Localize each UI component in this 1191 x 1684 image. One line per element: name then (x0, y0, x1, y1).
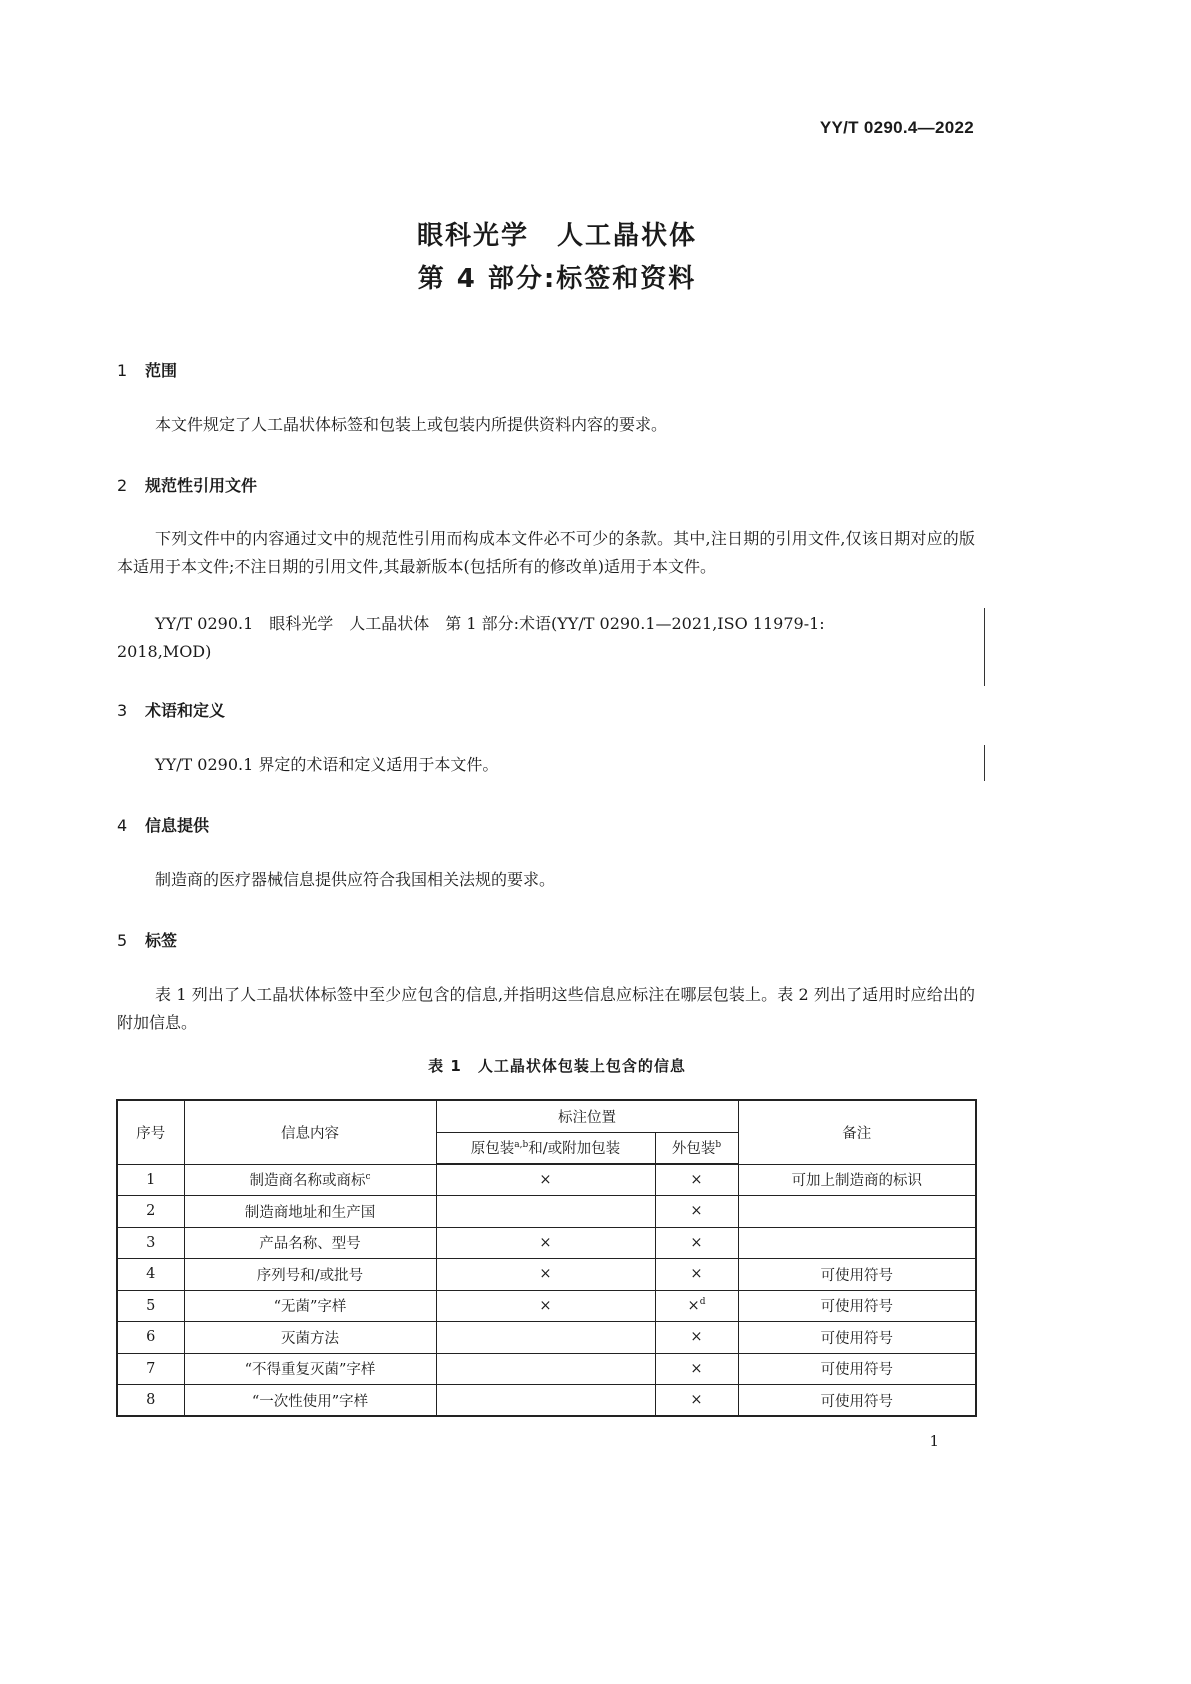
cell-primary-package: × (436, 1259, 655, 1291)
table-row (117, 1259, 976, 1291)
table-row (117, 1196, 976, 1228)
cell-outer-package (655, 1290, 738, 1322)
cell-content (184, 1322, 436, 1354)
cell-outer-mark: × (690, 1360, 703, 1377)
cell-outer-mark: × (687, 1297, 700, 1314)
cell-outer-mark: × (690, 1203, 703, 1220)
header-position: 标注位置 (436, 1100, 738, 1132)
header-primary-label: 原包装 (470, 1141, 515, 1158)
table-row (117, 1227, 976, 1259)
cell-remark: 可加上制造商的标识 (738, 1164, 976, 1196)
cell-remark (738, 1227, 976, 1259)
section-1-heading (117, 358, 177, 381)
paragraph: 制造商的医疗器械信息提供应符合我国相关法规的要求。 (155, 870, 556, 889)
section-4-text (117, 866, 975, 894)
cell-outer-package (655, 1259, 738, 1291)
section-2-heading (117, 473, 257, 496)
cell-primary-package (436, 1196, 655, 1228)
cell-seq: 3 (117, 1227, 184, 1259)
cell-remark: 可使用符号 (738, 1290, 976, 1322)
header-remark: 备注 (738, 1100, 976, 1164)
cell-outer-package (655, 1322, 738, 1354)
cell-primary-package: × (436, 1164, 655, 1196)
section-title: 信息提供 (145, 816, 210, 835)
cell-outer-package (655, 1385, 738, 1417)
cell-seq: 7 (117, 1353, 184, 1385)
section-2-text (117, 525, 975, 581)
cell-content-text: 产品名称、型号 (259, 1236, 361, 1253)
table-row (117, 1322, 976, 1354)
cell-outer-package (655, 1196, 738, 1228)
cell-content-text: 序列号和/或批号 (256, 1267, 364, 1284)
cell-remark: 可使用符号 (738, 1322, 976, 1354)
normative-reference-cont: 2018,MOD) (117, 642, 212, 661)
section-3-heading (117, 698, 225, 721)
section-3-text (117, 751, 975, 779)
cell-content-text: “不得重复灭菌”字样 (244, 1362, 376, 1379)
cell-content (184, 1290, 436, 1322)
section-number: 1 (117, 361, 128, 380)
header-seq: 序号 (117, 1100, 184, 1164)
footnote-mark: b (715, 1140, 722, 1151)
cell-seq: 5 (117, 1290, 184, 1322)
cell-content (184, 1259, 436, 1291)
cell-content (184, 1385, 436, 1417)
cell-seq: 2 (117, 1196, 184, 1228)
cell-remark (738, 1196, 976, 1228)
cell-content (184, 1227, 436, 1259)
cell-outer-mark: × (690, 1266, 703, 1283)
section-title: 术语和定义 (145, 701, 226, 720)
cell-seq: 8 (117, 1385, 184, 1417)
paragraph: YY/T 0290.1 界定的术语和定义适用于本文件。 (155, 755, 499, 774)
table-row (117, 1353, 976, 1385)
section-title: 规范性引用文件 (145, 476, 258, 495)
cell-content-text: 灭菌方法 (281, 1330, 339, 1347)
cell-content-text: 制造商名称或商标 (249, 1173, 366, 1190)
cell-outer-package (655, 1227, 738, 1259)
cell-remark: 可使用符号 (738, 1385, 976, 1417)
table-row (117, 1385, 976, 1417)
section-title: 标签 (145, 931, 178, 950)
document-subtitle: 第 4 部分:标签和资料 (417, 264, 697, 294)
cell-remark: 可使用符号 (738, 1353, 976, 1385)
cell-seq: 1 (117, 1164, 184, 1196)
section-number: 2 (117, 476, 128, 495)
revision-bar (984, 745, 985, 781)
cell-remark: 可使用符号 (738, 1259, 976, 1291)
footnote-mark: d (699, 1296, 706, 1307)
cell-seq: 4 (117, 1259, 184, 1291)
cell-content-text: “一次性使用”字样 (251, 1393, 369, 1410)
footnote-mark: c (365, 1172, 371, 1183)
cell-content-text: 制造商地址和生产国 (244, 1204, 376, 1221)
document-title: 眼科光学 人工晶状体 (416, 221, 697, 251)
section-number: 5 (117, 931, 128, 950)
cell-outer-mark: × (690, 1392, 703, 1408)
cell-content-text: “无菌”字样 (273, 1299, 347, 1316)
section-number: 3 (117, 701, 128, 720)
cell-content (184, 1353, 436, 1385)
cell-primary-package: × (436, 1227, 655, 1259)
table-row (117, 1164, 976, 1196)
header-primary-package (436, 1132, 655, 1164)
table-row (117, 1290, 976, 1322)
cell-primary-package: × (436, 1290, 655, 1322)
paragraph: 本文件规定了人工晶状体标签和包装上或包装内所提供资料内容的要求。 (155, 415, 668, 434)
revision-bar (984, 608, 985, 686)
cell-seq: 6 (117, 1322, 184, 1354)
cell-outer-mark: × (690, 1329, 703, 1346)
header-primary-suffix: 和/或附加包装 (528, 1141, 621, 1158)
cell-outer-mark: × (690, 1234, 703, 1251)
cell-primary-package (436, 1322, 655, 1354)
section-title: 范围 (145, 361, 178, 380)
cell-outer-mark: × (690, 1172, 703, 1188)
footnote-mark: a,b (514, 1140, 529, 1151)
cell-primary-package (436, 1353, 655, 1385)
header-outer-label: 外包装 (671, 1141, 716, 1158)
cell-content (184, 1164, 436, 1196)
paragraph: 下列文件中的内容通过文中的规范性引用而构成本文件必不可少的条款。其中,注日期的引用文件,仅该日期对应的版本适用于本文件;不注日期的引用文件,其最新版本(包括所有的修改单)适用于本文件。 (117, 529, 975, 576)
cell-outer-package (655, 1353, 738, 1385)
page-number: 1 (929, 1432, 939, 1450)
cell-content (184, 1196, 436, 1228)
section-5-heading (117, 928, 177, 951)
normative-reference: YY/T 0290.1 眼科光学 人工晶状体 第 1 部分:术语(YY/T 0290.1—2021,ISO 11979-1: (155, 614, 825, 633)
section-1-text (117, 411, 975, 439)
cell-primary-package (436, 1385, 655, 1417)
section-number: 4 (117, 816, 128, 835)
table-caption: 表 1 人工晶状体包装上包含的信息 (428, 1057, 686, 1075)
paragraph: 表 1 列出了人工晶状体标签中至少应包含的信息,并指明这些信息应标注在哪层包装上。表 2 列出了适用时应给出的附加信息。 (117, 985, 975, 1032)
info-table (116, 1099, 977, 1417)
section-4-heading (117, 813, 209, 836)
header-content: 信息内容 (184, 1100, 436, 1164)
section-5-text (117, 981, 975, 1037)
header-outer-package (655, 1132, 738, 1164)
standard-number: YY/T 0290.4—2022 (819, 118, 974, 137)
cell-outer-package (655, 1164, 738, 1196)
